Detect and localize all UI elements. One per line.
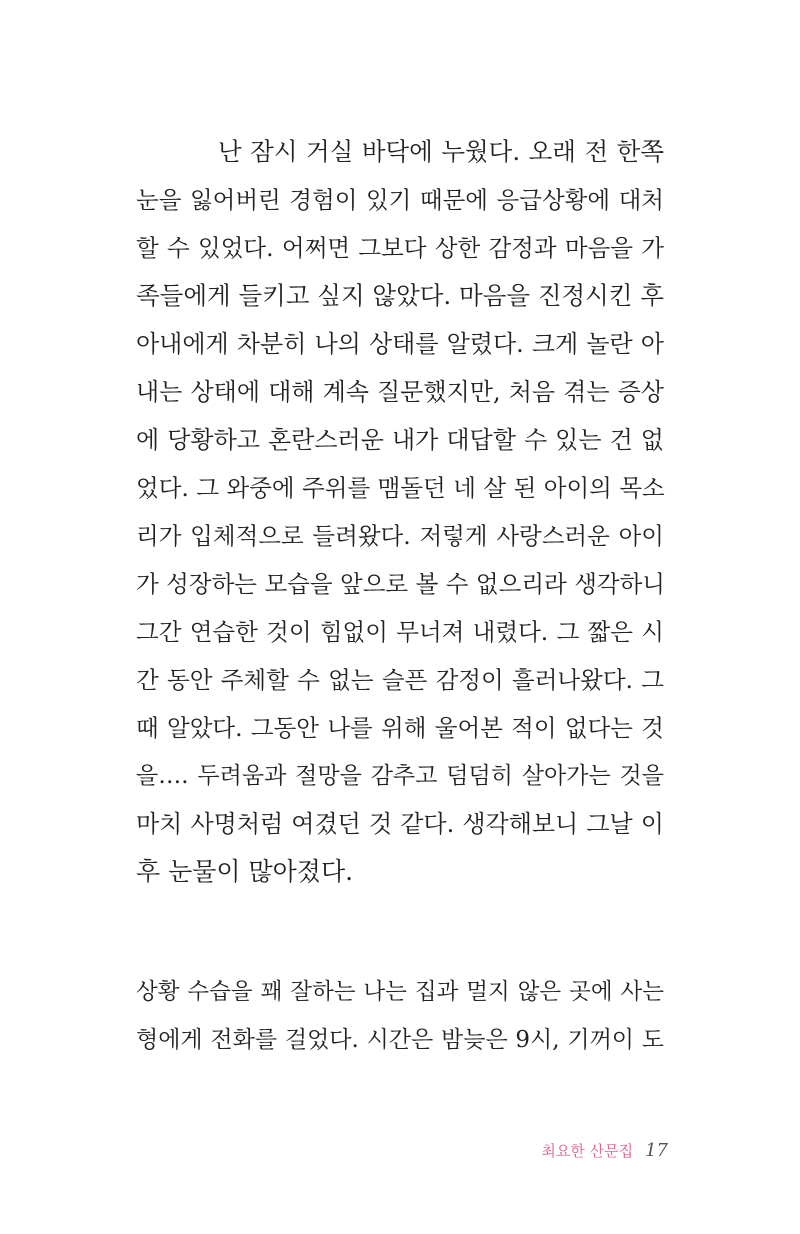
- body-text-line: 에 당황하고 혼란스러운 내가 대답할 수 있는 건 없: [136, 426, 664, 454]
- body-text-line: 형에게 전화를 걸었다. 시간은 밤늦은 9시, 기꺼이 도: [136, 1027, 664, 1053]
- page-number: 17: [645, 1140, 668, 1161]
- body-text-line: 후 눈물이 많아졌다.: [136, 857, 354, 886]
- body-text-line: 아내에게 차분히 나의 상태를 알렸다. 크게 놀란 아: [136, 330, 664, 358]
- body-text-line: 때 알았다. 그동안 나를 위해 울어본 적이 없다는 것: [136, 714, 664, 742]
- page-footer: [541, 1140, 668, 1170]
- body-text-line: 족들에게 들키고 싶지 않았다. 마음을 진정시킨 후: [136, 281, 664, 310]
- body-text-line: 내는 상태에 대해 계속 질문했지만, 처음 겪는 증상: [136, 378, 664, 406]
- book-title: 최요한 산문집: [541, 1142, 634, 1160]
- body-text-line: 눈을 잃어버린 경험이 있기 때문에 응급상황에 대처: [136, 186, 664, 214]
- body-text-line: 마치 사명처럼 여겼던 것 같다. 생각해보니 그날 이: [136, 810, 664, 838]
- body-text-line: 할 수 있었다. 어쩌면 그보다 상한 감정과 마음을 가: [136, 234, 664, 262]
- body-text-line: 그간 연습한 것이 힘없이 무너져 내렸다. 그 짧은 시: [136, 618, 664, 646]
- body-text-line: 상황 수습을 꽤 잘하는 나는 집과 멀지 않은 곳에 사는: [136, 979, 664, 1005]
- body-text-line: 을…. 두려움과 절망을 감추고 덤덤히 살아가는 것을: [136, 763, 664, 789]
- body-text-line: 난 잠시 거실 바닥에 누웠다. 오래 전 한쪽: [218, 137, 664, 166]
- body-text-line: 가 성장하는 모습을 앞으로 볼 수 없으리라 생각하니: [136, 570, 666, 598]
- body-text-line: 리가 입체적으로 들려왔다. 저렇게 사랑스러운 아이: [136, 522, 664, 550]
- body-text-line: 간 동안 주체할 수 없는 슬픈 감정이 흘러나왔다. 그: [136, 666, 664, 694]
- body-text-line: 었다. 그 와중에 주위를 맴돌던 네 살 된 아이의 목소: [136, 474, 665, 502]
